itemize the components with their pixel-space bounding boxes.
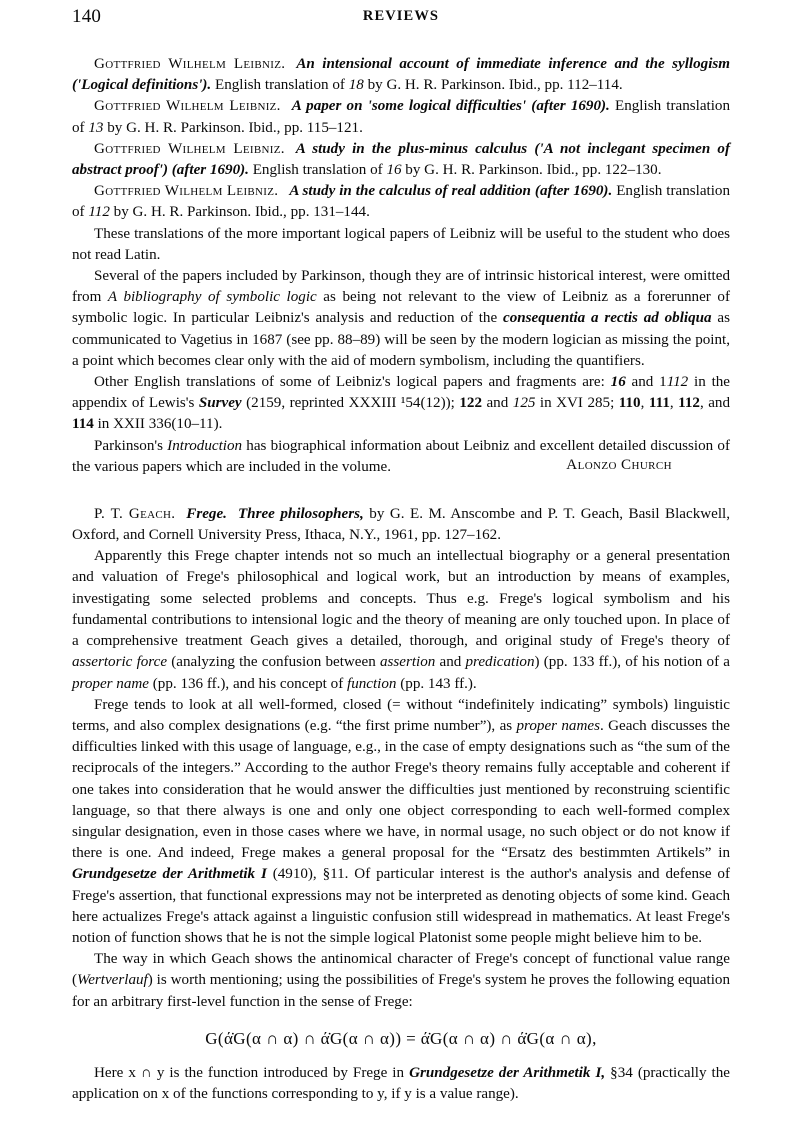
latin-phrase: consequentia a rectis ad obliqua [503, 310, 712, 327]
entry-item-number: 16 [386, 162, 402, 179]
cited-work-title: Grundgesetze der Arithmetik I, [409, 1064, 606, 1081]
paragraph-text: Frege tends to look at all well-formed, closed (= without “indefinitely indicating” symbols) linguistic terms, and also complex designations (e.g. “the first prime number”), as [72, 696, 730, 734]
entry-translation-pre: English translation of [248, 162, 387, 179]
review-number: 110 [618, 395, 641, 412]
review-number: 114 [72, 416, 94, 433]
bibliographic-entry [72, 504, 730, 546]
paragraph-text: , [640, 395, 649, 412]
emphasized-term: function [347, 675, 397, 692]
bibliographic-entry [72, 181, 730, 223]
entry-translation-pre: English translation of [211, 77, 349, 94]
paragraph-text: as being not relevant to the view of Leibniz as a forerunner of symbolic logic. In particular Leibniz's analysis and reduction of the [72, 289, 730, 327]
entry-author: Gottfried Wilhelm Leibniz. [94, 183, 279, 200]
cited-work-title: Survey [198, 395, 242, 412]
paragraph-text: has biographical information about Leibniz and excellent detailed discussion of the various papers which are included in the volume. [72, 437, 730, 475]
review-paragraph [72, 546, 730, 694]
paragraph-text: §34 (practically the application on x of the functions corresponding to y, if y is a value range). [72, 1064, 730, 1102]
entry-item-number: 112 [88, 204, 110, 221]
paragraph-text: The way in which Geach shows the antinomical character of Frege's concept of functional value range ( [72, 951, 730, 989]
emphasized-term: assertoric force [72, 654, 168, 671]
entry-author: Gottfried Wilhelm Leibniz. [94, 140, 285, 157]
emphasized-term: assertion [379, 654, 436, 671]
review-number: 125 [512, 395, 536, 412]
paragraph-text: (pp. 143 ff.). [396, 675, 477, 692]
entry-translation-post: by G. H. R. Parkinson. Ibid., pp. 112–114. [363, 77, 623, 94]
page-content [72, 0, 730, 1105]
paragraph-text: (4910), §11. Of particular interest is the author's analysis and defense of Frege's assertion, that functional expressions may not be interpreted as denoting objects of some kind. Geach here actualizes Frege's attack against a linguistic confusion still widespread in mathematics. At least Frege's notion of function shows that he is not the simple logical Platonist some people might believe him to be. [72, 866, 731, 946]
paragraph-text: in the appendix of Lewis's [72, 374, 731, 412]
review-number: 122 [459, 395, 482, 412]
review-number: 1112 [659, 374, 689, 391]
running-head [72, 6, 730, 40]
reviewer-signature: Alonzo Church [566, 456, 672, 473]
paragraph-text: Parkinson's [94, 437, 168, 454]
spacer [72, 40, 730, 54]
paragraph-text: (2159, reprinted XXXIII ¹54(12)); [241, 395, 460, 412]
review-separator [72, 474, 730, 504]
review-number: 16 [610, 374, 626, 391]
paragraph-text: and [481, 395, 513, 412]
displayed-equation: G(ά̇G(α ∩ α) ∩ ά̇G(α ∩ α)) = ά̇G(α ∩ α) ∩ ά̇G(α ∩ α), [205, 1028, 597, 1048]
paragraph-text: (pp. 136 ff.), and his concept of [149, 675, 347, 692]
entry-title: An intensional account of immediate inference and the syllogism ('Logical definitions'). [72, 56, 730, 94]
review-number: 111 [648, 395, 670, 412]
bibliographic-entry [72, 54, 730, 96]
entry-item-number: 13 [88, 119, 104, 136]
review-paragraph [72, 372, 730, 436]
paragraph-text: . Geach discusses the difficulties linked with this usage of language, e.g., in the case of empty designations such as “the sum of the reciprocals of the integers.” According to the author Frege's theory remains fully acceptable and coherent if one takes into consideration that he would answer the difficulties just mentioned by reconstruing scientific language, so that there always is one and only one object corresponding to each well-formed complex singular designation, even in those cases where we have, in normal usage, no such object or do not know if there is one. And indeed, Frege makes a general proposal for the “Ersatz des bestimmten Artikels” in [72, 717, 730, 862]
paragraph-text: in XXII 336(10–11). [93, 416, 223, 433]
entry-title-short: Frege. [186, 505, 227, 522]
paragraph-text: Other English translations of some of Leibniz's logical papers and fragments are: [94, 374, 611, 391]
emphasized-term: predication [465, 654, 535, 671]
paragraph-text: as communicated to Vagetius in 1687 (see pp. 88–89) will be seen by the modern logician as missing the point, a point which becomes clear only with the aid of modern symbolism, including the quantifiers. [72, 310, 730, 369]
emphasized-term: proper names [516, 717, 600, 734]
bibliographic-entry [72, 96, 730, 138]
entry-item-number: 18 [348, 77, 364, 94]
paragraph-text: ) is worth mentioning; using the possibilities of Frege's system he proves the following equation for an arbitrary first-level function in the sense of Frege: [72, 972, 730, 1010]
paragraph-text: , [669, 395, 679, 412]
entry-title: Three philosophers, [237, 505, 364, 522]
cited-work-title: Introduction [167, 437, 243, 454]
review-paragraph [72, 266, 730, 372]
entry-translation-post: by G. H. R. Parkinson. Ibid., pp. 122–130. [401, 162, 662, 179]
entry-imprint: by G. E. M. Anscombe and P. T. Geach, Basil Blackwell, Oxford, and Cornell University Press, Ithaca, N.Y., 1961, pp. 127–162. [72, 505, 731, 544]
cited-work-title: Grundgesetze der Arithmetik I [72, 866, 267, 883]
entry-title: A study in the calculus of real addition (after 1690). [289, 183, 613, 200]
entry-title: A paper on 'some logical difficulties' (after 1690). [291, 98, 610, 115]
cited-work-title: A bibliography of symbolic logic [107, 289, 317, 306]
bibliographic-entry [72, 139, 730, 181]
emphasized-term: proper name [72, 675, 149, 692]
paragraph-text: , and [699, 395, 731, 412]
entry-author: Gottfried Wilhelm Leibniz. [94, 98, 281, 115]
review-paragraph [72, 695, 730, 949]
paragraph-text: Here x ∩ y is the function introduced by Frege in [94, 1064, 410, 1081]
paragraph-text: Apparently this Frege chapter intends not so much an intellectual biography or a general presentation and valuation of Frege's philosophical and logical work, but an introduction by means of examples, investigating some selected problems and concepts. Thus e.g. Frege's logical symbolism and his fundamental contributions to intensional logic and the theory of meaning are only touched upon. In place of a comprehensive treatment Geach gives a detailed, thorough, and original study of Frege's theory of [72, 548, 730, 650]
entry-author: Gottfried Wilhelm Leibniz. [94, 56, 286, 72]
entry-author: P. T. Geach. [94, 505, 176, 522]
paragraph-text: ) (pp. 133 ff.), of his notion of a [534, 654, 731, 671]
entry-title: A study in the plus-minus calculus ('A not inclegant specimen of abstract proof') (after 1690). [72, 140, 730, 179]
review-paragraph: These translations of the more important logical papers of Leibniz will be useful to the student who does not read Latin. [72, 225, 730, 263]
paragraph-text: and [625, 374, 660, 391]
entry-translation-pre: English translation of [72, 183, 730, 221]
paragraph-text: Several of the papers included by Parkinson, though they are of intrinsic historical interest, were omitted from [72, 268, 730, 306]
review-number: 112 [678, 395, 700, 412]
paragraph-text: in XVI 285; [535, 395, 619, 412]
entry-translation-post: by G. H. R. Parkinson. Ibid., pp. 115–121. [103, 119, 363, 136]
entry-translation-post: by G. H. R. Parkinson. Ibid., pp. 131–144. [109, 204, 370, 221]
paragraph-text: and [435, 654, 466, 671]
paragraph-text: (analyzing the confusion between [167, 654, 380, 671]
page-number: 140 [72, 6, 102, 27]
review-paragraph [72, 1063, 730, 1105]
review-paragraph [72, 949, 730, 1013]
running-title: REVIEWS [362, 8, 440, 24]
entry-translation-pre: English translation of [72, 98, 730, 136]
german-term: Wertverlauf [77, 972, 148, 989]
